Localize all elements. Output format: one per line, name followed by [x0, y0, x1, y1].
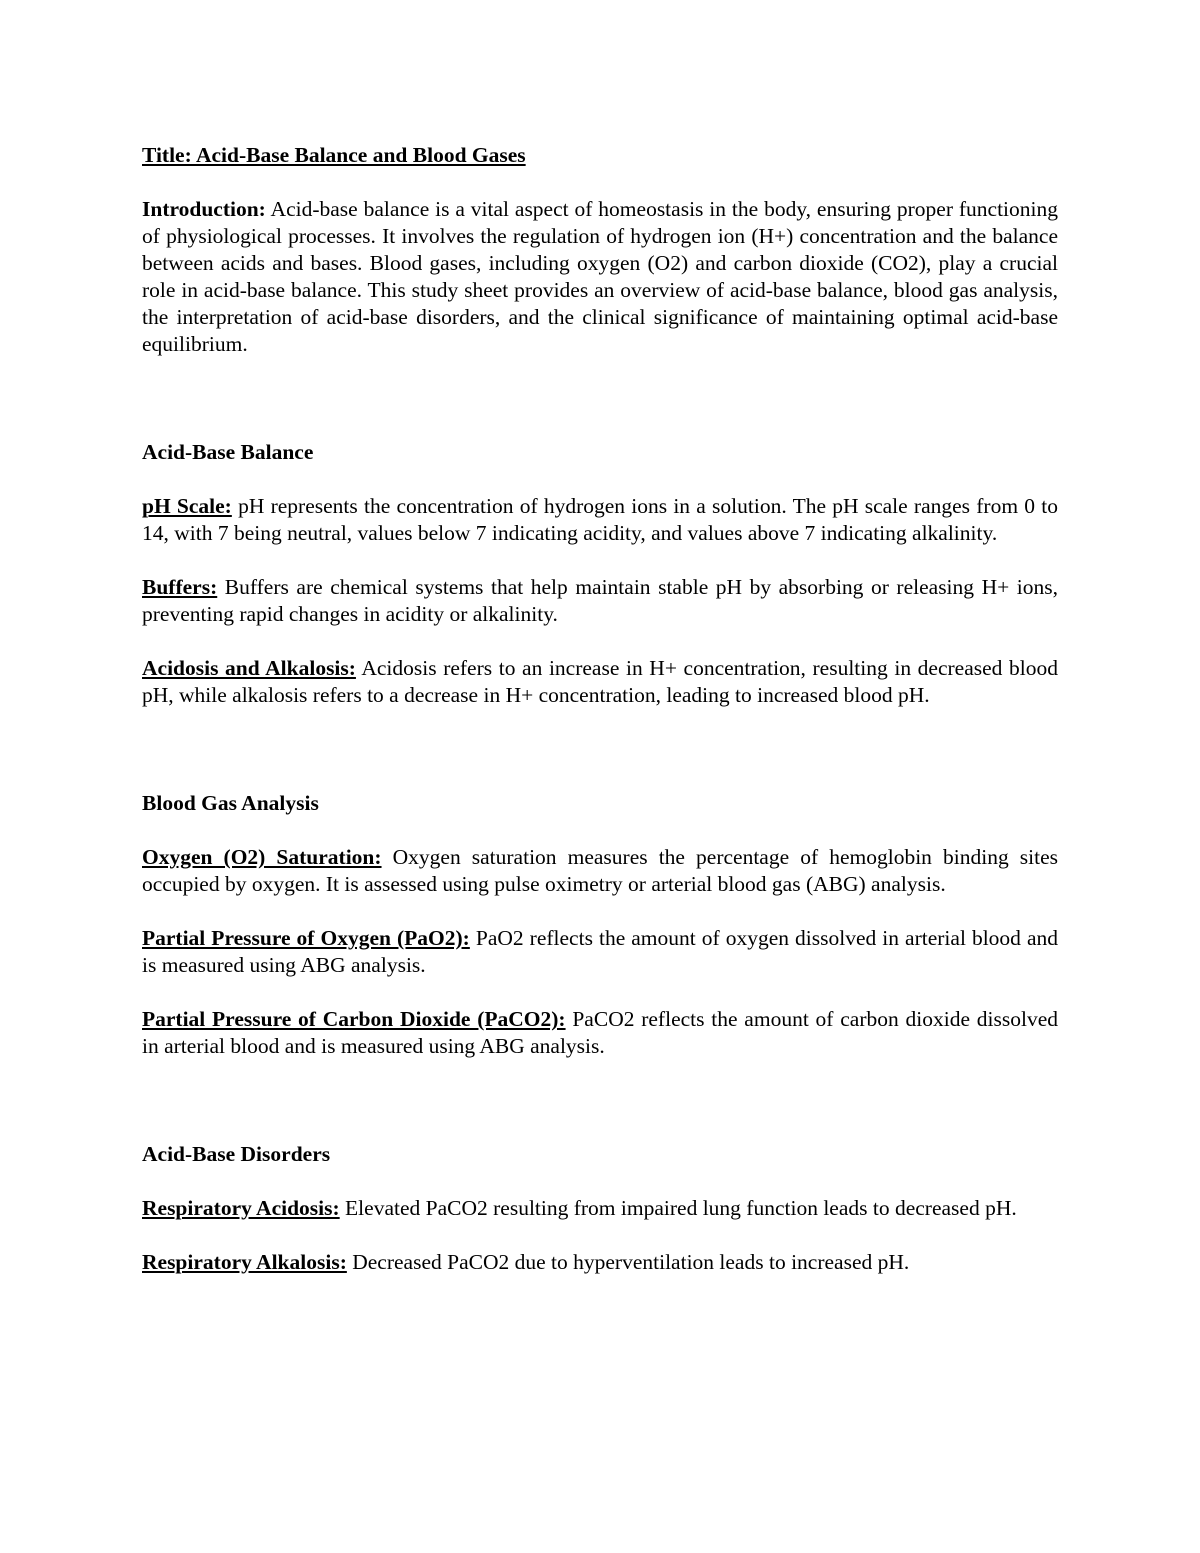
entry-buffers	[142, 574, 1058, 628]
section-heading-acid-base-disorders: Acid-Base Disorders	[142, 1142, 331, 1166]
entry-text: pH represents the concentration of hydrogen ions in a solution. The pH scale ranges from 0 to 14, with 7 being neutral, values below 7 indicating acidity, and values above 7 indicating alkalinity.	[142, 494, 1058, 545]
entry-pao2	[142, 925, 1058, 979]
entry-text: PaO2 reflects the amount of oxygen dissolved in arterial blood and is measured using ABG analysis.	[142, 926, 1058, 977]
document-title: Title: Acid-Base Balance and Blood Gases	[142, 143, 526, 167]
entry-text: PaCO2 reflects the amount of carbon dioxide dissolved in arterial blood and is measured using ABG analysis.	[142, 1007, 1058, 1058]
entry-term: Respiratory Acidosis:	[142, 1196, 340, 1220]
entry-oxygen-saturation	[142, 844, 1058, 898]
document-page	[142, 142, 1058, 1303]
entry-text: Elevated PaCO2 resulting from impaired lung function leads to decreased pH.	[339, 1196, 1017, 1220]
entry-respiratory-alkalosis	[142, 1249, 1058, 1276]
entry-respiratory-acidosis	[142, 1195, 1058, 1222]
introduction-text: Acid-base balance is a vital aspect of homeostasis in the body, ensuring proper functioning of physiological processes. It involves the regulation of hydrogen ion (H+) concentration and the balance between acids and bases. Blood gases, including oxygen (O2) and carbon dioxide (CO2), play a crucial role in acid-base balance. This study sheet provides an overview of acid-base balance, blood gas analysis, the interpretation of acid-base disorders, and the clinical significance of maintaining optimal acid-base equilibrium.	[142, 197, 1058, 356]
introduction-label: Introduction:	[142, 197, 266, 221]
entry-term: Partial Pressure of Oxygen (PaO2):	[142, 926, 470, 950]
entry-text: Buffers are chemical systems that help maintain stable pH by absorbing or releasing H+ ions, preventing rapid changes in acidity or alkalinity.	[142, 575, 1058, 626]
section-heading-blood-gas-analysis: Blood Gas Analysis	[142, 791, 319, 815]
introduction-paragraph	[142, 196, 1058, 358]
entry-term: Buffers:	[142, 575, 218, 599]
entry-term: Oxygen (O2) Saturation:	[142, 845, 382, 869]
entry-term: Acidosis and Alkalosis:	[142, 656, 356, 680]
entry-paco2	[142, 1006, 1058, 1060]
entry-text: Decreased PaCO2 due to hyperventilation leads to increased pH.	[346, 1250, 910, 1274]
entry-text: Oxygen saturation measures the percentage of hemoglobin binding sites occupied by oxygen. It is assessed using pulse oximetry or arterial blood gas (ABG) analysis.	[142, 845, 1058, 896]
entry-text: Acidosis refers to an increase in H+ concentration, resulting in decreased blood pH, while alkalosis refers to a decrease in H+ concentration, leading to increased blood pH.	[142, 656, 1058, 707]
entry-term: Partial Pressure of Carbon Dioxide (PaCO2):	[142, 1007, 566, 1031]
entry-term: Respiratory Alkalosis:	[142, 1250, 347, 1274]
entry-term: pH Scale:	[142, 494, 232, 518]
entry-acidosis-and-alkalosis	[142, 655, 1058, 709]
section-heading-acid-base-balance: Acid-Base Balance	[142, 440, 314, 464]
entry-ph-scale	[142, 493, 1058, 547]
